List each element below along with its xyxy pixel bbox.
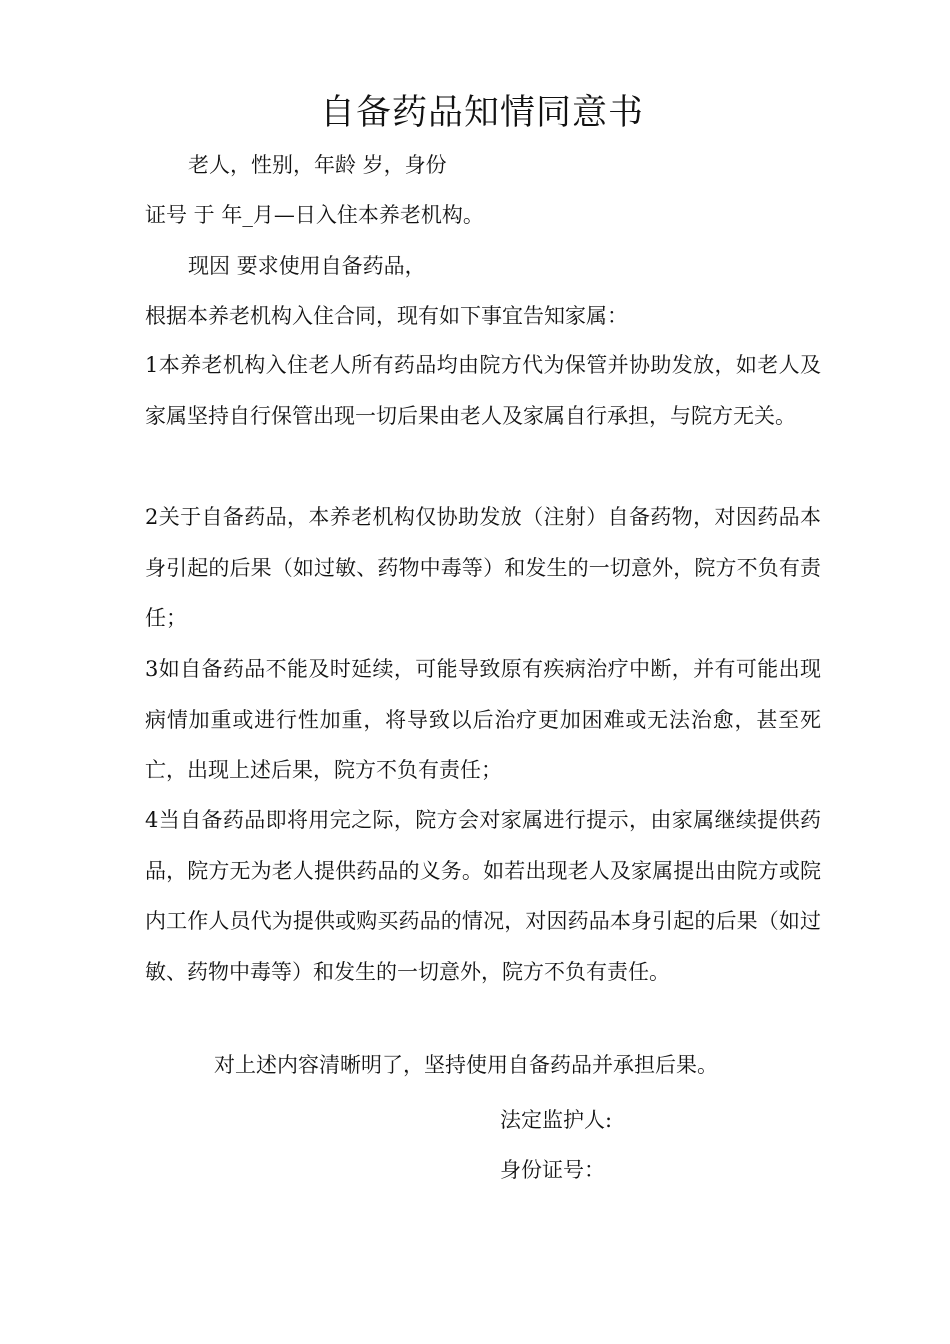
- clause-3: 3如自备药品不能及时延续，可能导致原有疾病治疗中断，并有可能出现病情加重或进行性加重，将导致以后治疗更加困难或无法治愈，甚至死亡，出现上述后果，院方不负有责任；: [145, 657, 821, 783]
- intro-line-1: 老人，性别，年龄 岁，身份: [188, 153, 447, 177]
- acknowledgement-text: 对上述内容清晰明了，坚持使用自备药品并承担后果。: [214, 1053, 718, 1077]
- clause-2: 2关于自备药品，本养老机构仅协助发放（注射）自备药物，对因药品本身引起的后果（如过敏、药物中毒等）和发生的一切意外，院方不负有责任；: [145, 505, 821, 631]
- clause-1: 1本养老机构入住老人所有药品均由院方代为保管并协助发放，如老人及家属坚持自行保管出现一切后果由老人及家属自行承担，与院方无关。: [145, 353, 821, 428]
- guardian-label: 法定监护人:: [500, 1108, 613, 1132]
- document-title: 自备药品知情同意书: [319, 93, 644, 133]
- clause-4: 4当自备药品即将用完之际，院方会对家属进行提示，由家属继续提供药品，院方无为老人提供药品的义务。如若出现老人及家属提出由院方或院内工作人员代为提供或购买药品的情况，对因药品本身引起的后果（如过敏、药物中毒等）和发生的一切意外，院方不负有责任。: [145, 808, 821, 985]
- intro-line-2: 证号 于 年_月—日入住本养老机构。: [145, 203, 484, 227]
- id-number-label: 身份证号：: [500, 1158, 605, 1182]
- intro-line-3: 现因 要求使用自备药品，: [188, 254, 426, 278]
- intro-line-4: 根据本养老机构入住合同，现有如下事宜告知家属：: [145, 304, 628, 328]
